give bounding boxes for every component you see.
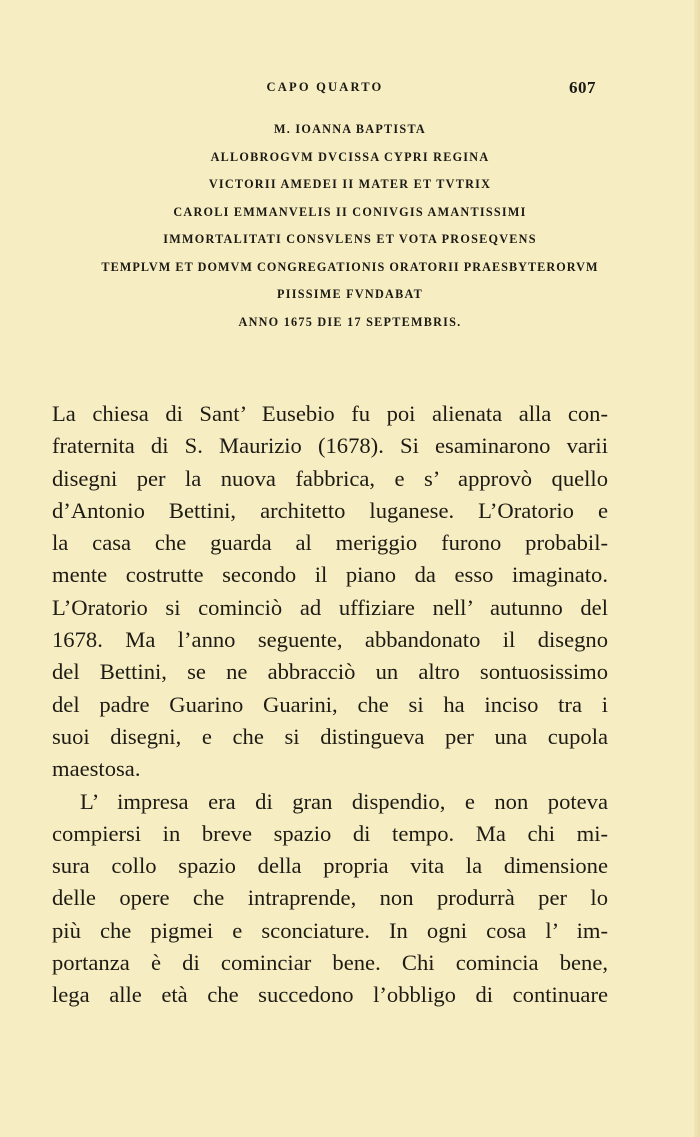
text-line: 1678. Ma l’anno seguente, abbandonato il disegno — [52, 627, 608, 653]
paragraph-1 — [52, 398, 608, 786]
text-line: L’ impresa era di gran dispendio, e non poteva — [80, 788, 608, 814]
text-line: La chiesa di Sant’ Eusebio fu poi alienata alla con- — [52, 401, 608, 426]
inscription-line: TEMPLVM ET DOMVM CONGREGATIONIS ORATORII PRAESBYTERORVM — [101, 259, 599, 274]
running-head — [0, 78, 700, 98]
text-line: portanza è di cominciar bene. Chi comincia bene, — [52, 950, 608, 976]
inscription-line: ALLOBROGVM DVCISSA CYPRI REGINA — [210, 149, 490, 164]
inscription-line: PIISSIME FVNDABAT — [277, 287, 423, 301]
text-line: la casa che guarda al meriggio furono probabil- — [52, 530, 608, 556]
text-line: delle opere che intraprende, non produrrà per lo — [52, 885, 608, 911]
inscription-line: M. IOANNA BAPTISTA — [274, 122, 426, 136]
inscription-line: ANNO 1675 DIE 17 SEPTEMBRIS. — [238, 314, 462, 329]
text-line: compiersi in breve spazio di tempo. Ma chi mi- — [52, 820, 608, 846]
latin-inscription — [0, 116, 700, 336]
page-number: 607 — [569, 78, 596, 97]
inscription-line: VICTORII AMEDEI II MATER ET TVTRIX — [208, 177, 492, 191]
inscription-line: CAROLI EMMANVELIS II CONIVGIS AMANTISSIMI — [173, 204, 527, 219]
text-line: disegni per la nuova fabbrica, e s’ approvò quello — [52, 465, 608, 491]
page-edge — [694, 0, 700, 1137]
text-line: del Bettini, se ne abbracciò un altro sontuosissimo — [52, 659, 608, 685]
text-line: lega alle età che succedono l’obbligo di continuare — [52, 982, 608, 1008]
running-title: CAPO QUARTO — [266, 80, 384, 94]
text-line: suoi disegni, e che si distingueva per una cupola — [52, 723, 608, 749]
inscription-line: IMMORTALITATI CONSVLENS ET VOTA PROSEQVENS — [163, 232, 537, 246]
text-line: d’Antonio Bettini, architetto luganese. L’Oratorio e — [52, 497, 608, 523]
text-line: fraternita di S. Maurizio (1678). Si esaminarono varii — [52, 433, 608, 459]
text-line: più che pigmei e sconciature. In ogni cosa l’ im- — [52, 917, 608, 943]
text-line: L’Oratorio si cominciò ad uffiziare nell’ autunno del — [52, 594, 608, 620]
text-line: maestosa. — [52, 756, 141, 782]
text-line: del padre Guarino Guarini, che si ha inciso tra i — [52, 691, 608, 717]
body-text — [52, 398, 608, 1012]
paragraph-2 — [52, 786, 608, 1012]
text-line: sura collo spazio della propria vita la dimensione — [52, 853, 608, 879]
text-line: mente costrutte secondo il piano da esso imaginato. — [52, 562, 608, 588]
